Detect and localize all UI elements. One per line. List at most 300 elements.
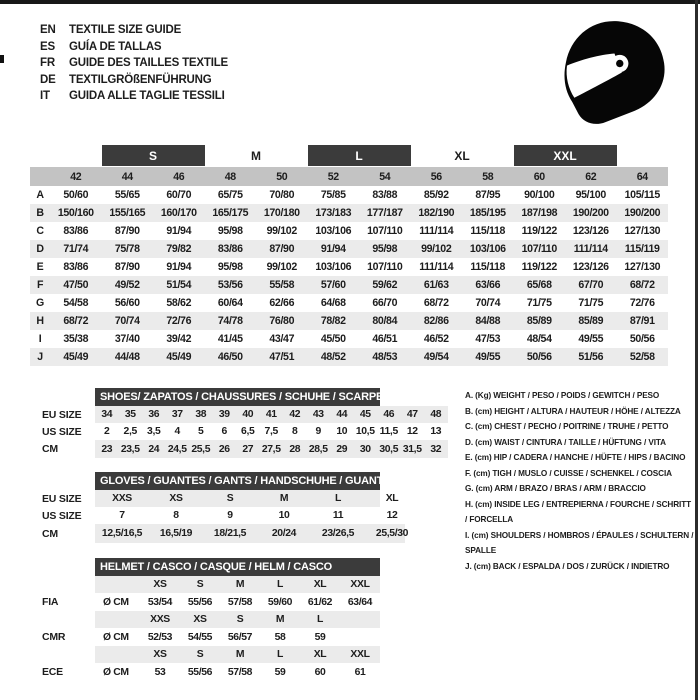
glove-eu-size: M xyxy=(279,493,289,504)
measure-value: 91/94 xyxy=(166,261,192,273)
helmet-size xyxy=(340,611,380,628)
helmet-icon xyxy=(556,16,674,130)
helmet-size: L xyxy=(317,614,323,625)
measure-value: 82/86 xyxy=(423,315,449,327)
measure-value: 111/114 xyxy=(419,261,454,273)
shoe-cm-value: 30,5 xyxy=(379,443,399,455)
shoe-eu-size: 36 xyxy=(148,409,160,420)
shoe-us-size: 8 xyxy=(292,426,298,437)
shoe-eu-size: 47 xyxy=(406,409,418,420)
language-code: IT xyxy=(40,90,50,103)
measure-value: 111/114 xyxy=(419,225,454,237)
diameter-unit: Ø CM xyxy=(103,631,129,643)
shoe-eu-size: 46 xyxy=(383,409,395,420)
measure-value: 173/183 xyxy=(315,207,352,219)
shoe-cm-value: 25,5 xyxy=(191,443,211,455)
measure-value: 107/110 xyxy=(521,243,557,255)
measure-value: 185/195 xyxy=(469,207,506,219)
cm-label: CM xyxy=(42,527,58,540)
measure-value: 35/38 xyxy=(63,333,89,345)
measure-value: 68/72 xyxy=(63,315,89,327)
helmet-size: S xyxy=(236,614,244,625)
measure-value: 65/75 xyxy=(217,189,243,201)
helmet-sizes-fia xyxy=(95,576,380,593)
shoes-table-body xyxy=(95,388,448,458)
measure-value: 95/98 xyxy=(217,261,243,273)
legend-item: H. (cm) INSIDE LEG / ENTREPIERNA / FOURCHE / SCHRITT / FORCELLA xyxy=(465,499,692,524)
unit-spacer xyxy=(95,611,140,628)
helmet-value: 61/62 xyxy=(307,596,333,608)
row-letter: I xyxy=(38,333,42,345)
row-letter: J xyxy=(37,351,43,363)
measure-value: 37/40 xyxy=(114,333,140,345)
measure-value: 105/115 xyxy=(624,189,660,201)
shoe-cm-value: 31,5 xyxy=(402,443,422,455)
measure-value: 51/56 xyxy=(578,351,604,363)
language-code: ES xyxy=(40,40,55,53)
language-code: EN xyxy=(40,24,56,37)
size-number: 56 xyxy=(430,170,442,183)
helmet-value: 56/57 xyxy=(227,631,253,643)
shoe-eu-size: 35 xyxy=(124,409,136,420)
helmet-size: XL xyxy=(313,649,327,660)
measure-value: 76/80 xyxy=(269,315,295,327)
shoe-us-size: 2 xyxy=(104,426,110,437)
glove-cm-value: 18/21,5 xyxy=(213,528,247,539)
helmet-size: M xyxy=(275,614,285,625)
measure-value: 70/80 xyxy=(269,189,295,201)
language-title: GUÍA DE TALLAS xyxy=(69,40,162,53)
glove-us-size: 11 xyxy=(332,510,344,521)
gloves-table xyxy=(42,472,419,543)
measure-value: 99/102 xyxy=(266,225,297,237)
helmet-value: 63/64 xyxy=(347,596,373,608)
language-title: GUIDE DES TAILLES TEXTILE xyxy=(69,57,228,70)
legend-item: J. (cm) BACK / ESPALDA / DOS / ZURÜCK / INDIETRO xyxy=(465,561,670,571)
measure-value: 187/198 xyxy=(521,207,558,219)
measure-value: 103/106 xyxy=(315,261,352,273)
measure-row-i xyxy=(30,330,668,348)
helmet-size: XS xyxy=(153,649,167,660)
helmet-value: 53 xyxy=(154,666,166,678)
measure-value: 57/60 xyxy=(320,279,346,291)
language-row-en xyxy=(40,22,228,39)
shoe-eu-size: 44 xyxy=(336,409,348,420)
unit-spacer xyxy=(95,646,140,663)
measure-value: 75/78 xyxy=(114,243,140,255)
measure-row-a xyxy=(30,186,668,204)
language-row-it xyxy=(40,88,228,105)
measure-value: 87/90 xyxy=(114,261,140,273)
helmet-size: XXL xyxy=(350,579,370,590)
measure-value: 50/60 xyxy=(63,189,89,201)
measure-value: 177/187 xyxy=(366,207,403,219)
measure-value: 55/58 xyxy=(269,279,295,291)
measure-value: 127/130 xyxy=(624,225,661,237)
measure-value: 87/95 xyxy=(475,189,501,201)
shoes-eu-row xyxy=(95,406,448,423)
glove-us-size: 12 xyxy=(386,510,398,521)
legend-item: E. (cm) HIP / CADERA / HANCHE / HÜFTE / HIPS / BACINO xyxy=(465,453,686,462)
shoe-us-size: 2,5 xyxy=(123,426,137,437)
measure-value: 182/190 xyxy=(418,207,455,219)
measure-value: 107/110 xyxy=(367,261,403,273)
shoe-eu-size: 43 xyxy=(312,409,324,420)
shoe-cm-value: 24,5 xyxy=(167,443,187,455)
shoe-cm-value: 29 xyxy=(336,443,348,455)
measure-value: 63/66 xyxy=(475,279,501,291)
glove-cm-value: 23/26,5 xyxy=(321,528,355,539)
helmet-values-cmr xyxy=(95,628,380,646)
glove-cm-value: 16,5/19 xyxy=(159,528,193,539)
measure-value: 107/110 xyxy=(367,225,403,237)
language-row-de xyxy=(40,72,228,89)
glove-us-size: 10 xyxy=(278,510,290,521)
row-letter: B xyxy=(36,207,44,219)
measure-value: 45/49 xyxy=(63,351,89,363)
measure-value: 52/58 xyxy=(629,351,655,363)
helmet-value: 54/55 xyxy=(187,631,213,643)
diameter-unit: Ø CM xyxy=(103,596,129,608)
right-border-line xyxy=(695,0,698,700)
measure-value: 62/66 xyxy=(269,297,295,309)
glove-eu-size: XL xyxy=(385,493,399,504)
eu-size-label: EU SIZE xyxy=(42,492,82,505)
helmet-size: S xyxy=(196,649,204,660)
size-group-s: S xyxy=(102,145,205,166)
measure-value: 49/52 xyxy=(114,279,140,291)
helmet-table-body xyxy=(95,558,380,681)
measure-value: 99/102 xyxy=(266,261,297,273)
size-number: 44 xyxy=(121,170,133,183)
measure-value: 85/89 xyxy=(578,315,604,327)
measure-value: 84/88 xyxy=(475,315,501,327)
shoe-us-size: 6,5 xyxy=(241,426,255,437)
helmet-size: XS xyxy=(153,579,167,590)
measure-value: 70/74 xyxy=(114,315,140,327)
measure-value: 83/86 xyxy=(63,261,89,273)
gloves-eu-row xyxy=(95,490,419,507)
measure-value: 54/58 xyxy=(63,297,89,309)
measure-value: 119/122 xyxy=(521,225,557,237)
measure-value: 91/94 xyxy=(166,225,192,237)
measure-row-f xyxy=(30,276,668,294)
shoe-eu-size: 48 xyxy=(430,409,442,420)
helmet-sizes-ece xyxy=(95,646,380,663)
measure-value: 58/62 xyxy=(166,297,192,309)
gloves-row-labels xyxy=(42,472,95,543)
measure-value: 46/51 xyxy=(372,333,398,345)
shoe-eu-size: 40 xyxy=(242,409,254,420)
measure-value: 155/165 xyxy=(109,207,146,219)
size-group-xxl: XXL xyxy=(514,145,617,166)
measure-value: 85/89 xyxy=(526,315,552,327)
shoe-eu-size: 38 xyxy=(195,409,207,420)
size-number: 54 xyxy=(379,170,391,183)
glove-us-size: 9 xyxy=(227,510,233,521)
measure-value: 87/90 xyxy=(269,243,295,255)
measure-value: 160/170 xyxy=(160,207,197,219)
shoe-eu-size: 42 xyxy=(289,409,301,420)
ece-label: ECE xyxy=(42,666,63,678)
measure-value: 49/55 xyxy=(475,351,501,363)
shoe-us-size: 5 xyxy=(198,426,204,437)
legend-item: C. (cm) CHEST / PECHO / POITRINE / TRUHE / PETTO xyxy=(465,422,669,431)
measure-value: 85/92 xyxy=(423,189,449,201)
legend-item: B. (cm) HEIGHT / ALTURA / HAUTEUR / HÖHE / ALTEZZA xyxy=(465,406,681,416)
measure-value: 87/91 xyxy=(629,315,655,327)
row-letter: E xyxy=(36,261,44,273)
measure-value: 60/64 xyxy=(217,297,243,309)
size-number: 46 xyxy=(173,170,185,183)
measure-value: 64/68 xyxy=(320,297,346,309)
measure-value: 68/72 xyxy=(423,297,449,309)
shoe-us-size: 13 xyxy=(430,426,442,437)
measure-value: 67/70 xyxy=(578,279,604,291)
shoe-eu-size: 37 xyxy=(171,409,183,420)
measure-value: 65/68 xyxy=(526,279,552,291)
size-number: 50 xyxy=(276,170,288,183)
measure-value: 47/51 xyxy=(269,351,295,363)
helmet-values-fia xyxy=(95,593,380,611)
glove-cm-value: 12,5/16,5 xyxy=(101,528,143,539)
measure-value: 39/42 xyxy=(166,333,192,345)
language-list xyxy=(40,22,228,105)
shoe-eu-size: 41 xyxy=(265,409,277,420)
size-number: 58 xyxy=(482,170,494,183)
measure-value: 80/84 xyxy=(372,315,398,327)
measure-value: 51/54 xyxy=(166,279,192,291)
shoe-us-size: 10,5 xyxy=(355,426,375,437)
measure-value: 41/45 xyxy=(217,333,243,345)
us-size-label: US SIZE xyxy=(42,425,82,438)
measure-value: 127/130 xyxy=(624,261,661,273)
measure-value: 190/200 xyxy=(572,207,609,219)
shoe-cm-value: 24 xyxy=(148,443,160,455)
measure-value: 48/54 xyxy=(526,333,552,345)
helmet-size: XL xyxy=(313,579,327,590)
measure-value: 71/75 xyxy=(578,297,604,309)
glove-us-size: 7 xyxy=(119,510,125,521)
row-letter: C xyxy=(36,225,44,237)
cmr-label: CMR xyxy=(42,631,66,643)
measure-value: 170/180 xyxy=(263,207,300,219)
shoe-us-size: 7,5 xyxy=(264,426,278,437)
helmet-size: L xyxy=(277,579,283,590)
measure-value: 91/94 xyxy=(320,243,346,255)
shoes-row-labels xyxy=(42,388,95,458)
shoe-us-size: 11,5 xyxy=(379,426,398,437)
helmet-value: 57/58 xyxy=(227,596,253,608)
legend-item: I. (cm) SHOULDERS / HOMBROS / ÉPAULES / SCHULTERN / SPALLE xyxy=(465,530,694,555)
measure-value: 48/53 xyxy=(372,351,398,363)
shoe-us-size: 3,5 xyxy=(147,426,161,437)
helmet-value: 61 xyxy=(354,666,366,678)
measure-value: 190/200 xyxy=(624,207,661,219)
shoe-cm-value: 28 xyxy=(289,443,301,455)
helmet-size: S xyxy=(196,579,204,590)
helmet-values-ece xyxy=(95,663,380,681)
measure-row-g xyxy=(30,294,668,312)
size-number: 64 xyxy=(636,170,648,183)
measure-value: 49/55 xyxy=(578,333,604,345)
measure-value: 71/75 xyxy=(526,297,552,309)
measure-value: 71/74 xyxy=(63,243,89,255)
shoe-us-size: 12 xyxy=(406,426,418,437)
shoe-cm-value: 32 xyxy=(430,443,442,455)
measure-value: 87/90 xyxy=(114,225,140,237)
helmet-size: XS xyxy=(193,614,207,625)
size-number: 42 xyxy=(70,170,82,183)
shoe-eu-size: 39 xyxy=(218,409,230,420)
measure-value: 79/82 xyxy=(166,243,192,255)
measure-row-b xyxy=(30,204,668,222)
size-number-row xyxy=(30,167,668,186)
corner-spacer xyxy=(30,167,50,186)
language-code: FR xyxy=(40,57,55,70)
gloves-title-bar: GLOVES / GUANTES / GANTS / HANDSCHUHE / GUANTI xyxy=(95,472,380,490)
helmet-value: 57/58 xyxy=(227,666,253,678)
helmet-value: 59/60 xyxy=(267,596,293,608)
measure-value: 115/119 xyxy=(624,243,660,255)
measure-value: 103/106 xyxy=(469,243,506,255)
helmet-value: 53/54 xyxy=(147,596,173,608)
helmet-value: 55/56 xyxy=(187,596,213,608)
measure-value: 70/74 xyxy=(475,297,501,309)
measure-value: 47/53 xyxy=(475,333,501,345)
measure-value: 103/106 xyxy=(315,225,352,237)
unit-spacer xyxy=(95,576,140,593)
legend-item: A. (Kg) WEIGHT / PESO / POIDS / GEWITCH / PESO xyxy=(465,391,660,400)
shoe-us-size: 9 xyxy=(315,426,321,437)
measure-value: 43/47 xyxy=(269,333,295,345)
measure-row-d xyxy=(30,240,668,258)
shoes-table xyxy=(42,388,448,458)
glove-eu-size: XS xyxy=(169,493,183,504)
glove-us-size: 8 xyxy=(173,510,179,521)
measure-value: 68/72 xyxy=(629,279,655,291)
legend-item: D. (cm) WAIST / CINTURA / TAILLE / HÜFTUNG / VITA xyxy=(465,437,666,447)
measurement-rows xyxy=(30,186,668,366)
helmet-size: M xyxy=(235,579,245,590)
helmet-value: 52/53 xyxy=(147,631,173,643)
left-edge-tick xyxy=(0,55,4,63)
measure-value: 59/62 xyxy=(372,279,398,291)
shoes-cm-row xyxy=(95,440,448,458)
measure-value: 99/102 xyxy=(421,243,452,255)
measure-value: 48/52 xyxy=(320,351,346,363)
measure-value: 115/118 xyxy=(470,261,506,273)
helmet-table xyxy=(42,558,380,681)
helmet-value: 58 xyxy=(274,631,286,643)
measure-value: 95/98 xyxy=(217,225,243,237)
top-border-line xyxy=(0,0,700,4)
gloves-table-body xyxy=(95,472,419,543)
shoe-eu-size: 45 xyxy=(359,409,371,420)
row-letter: G xyxy=(36,297,44,309)
glove-cm-value: 25,5/30 xyxy=(375,528,409,539)
measure-value: 60/70 xyxy=(166,189,192,201)
measure-row-j xyxy=(30,348,668,366)
us-size-label: US SIZE xyxy=(42,509,82,522)
measure-value: 53/56 xyxy=(217,279,243,291)
measure-value: 123/126 xyxy=(572,225,609,237)
shoe-cm-value: 27 xyxy=(242,443,254,455)
row-letter: A xyxy=(36,189,44,201)
legend-item: G. (cm) ARM / BRAZO / BRAS / ARM / BRACCIO xyxy=(465,484,646,493)
measure-value: 165/175 xyxy=(212,207,249,219)
shoe-cm-value: 28,5 xyxy=(308,443,328,455)
measure-value: 50/56 xyxy=(526,351,552,363)
measure-value: 46/52 xyxy=(423,333,449,345)
size-group-m: M xyxy=(251,148,261,163)
shoe-cm-value: 26 xyxy=(218,443,230,455)
measure-value: 49/54 xyxy=(423,351,449,363)
measure-value: 95/98 xyxy=(372,243,398,255)
measure-value: 55/65 xyxy=(114,189,140,201)
row-letter: D xyxy=(36,243,44,255)
language-row-es xyxy=(40,39,228,56)
measure-value: 47/50 xyxy=(63,279,89,291)
measure-value: 72/76 xyxy=(166,315,192,327)
measure-value: 74/78 xyxy=(217,315,243,327)
size-number: 48 xyxy=(224,170,236,183)
helmet-size: M xyxy=(235,649,245,660)
helmet-value: 59 xyxy=(274,666,286,678)
size-group-xl: XL xyxy=(454,148,470,163)
shoe-us-size: 10 xyxy=(336,426,348,437)
measure-value: 90/100 xyxy=(524,189,555,201)
helmet-value xyxy=(340,628,380,646)
eu-size-label: EU SIZE xyxy=(42,408,82,421)
helmet-sizes-cmr xyxy=(95,611,380,628)
helmet-standard-rows xyxy=(95,576,380,681)
shoe-us-size: 6 xyxy=(221,426,227,437)
glove-eu-size: XXS xyxy=(112,493,132,504)
shoe-cm-value: 30 xyxy=(359,443,371,455)
measure-value: 45/49 xyxy=(166,351,192,363)
gloves-us-row xyxy=(95,507,419,524)
measure-row-c xyxy=(30,222,668,240)
measure-value: 50/56 xyxy=(629,333,655,345)
shoe-us-size: 4 xyxy=(174,426,180,437)
measure-row-h xyxy=(30,312,668,330)
size-number: 60 xyxy=(533,170,545,183)
fia-label: FIA xyxy=(42,596,59,608)
measure-value: 83/86 xyxy=(217,243,243,255)
language-code: DE xyxy=(40,73,56,86)
measure-value: 56/60 xyxy=(114,297,140,309)
row-letter: F xyxy=(36,279,44,291)
glove-eu-size: L xyxy=(335,493,341,504)
gloves-cm-row xyxy=(95,524,419,543)
measure-value: 78/82 xyxy=(320,315,346,327)
measure-value: 45/50 xyxy=(320,333,346,345)
measure-value: 119/122 xyxy=(521,261,557,273)
measure-value: 95/100 xyxy=(575,189,606,201)
helmet-size: XXL xyxy=(350,649,370,660)
measure-value: 75/85 xyxy=(320,189,346,201)
size-number: 52 xyxy=(327,170,339,183)
measurement-legend xyxy=(465,388,695,574)
helmet-title-bar: HELMET / CASCO / CASQUE / HELM / CASCO xyxy=(95,558,380,576)
language-title: TEXTILGRÖßENFÜHRUNG xyxy=(69,73,212,86)
helmet-value: 60 xyxy=(314,666,326,678)
measure-value: 111/114 xyxy=(573,243,608,255)
size-group-header-row xyxy=(30,145,668,166)
helmet-value: 59 xyxy=(314,631,326,643)
measure-value: 44/48 xyxy=(114,351,140,363)
